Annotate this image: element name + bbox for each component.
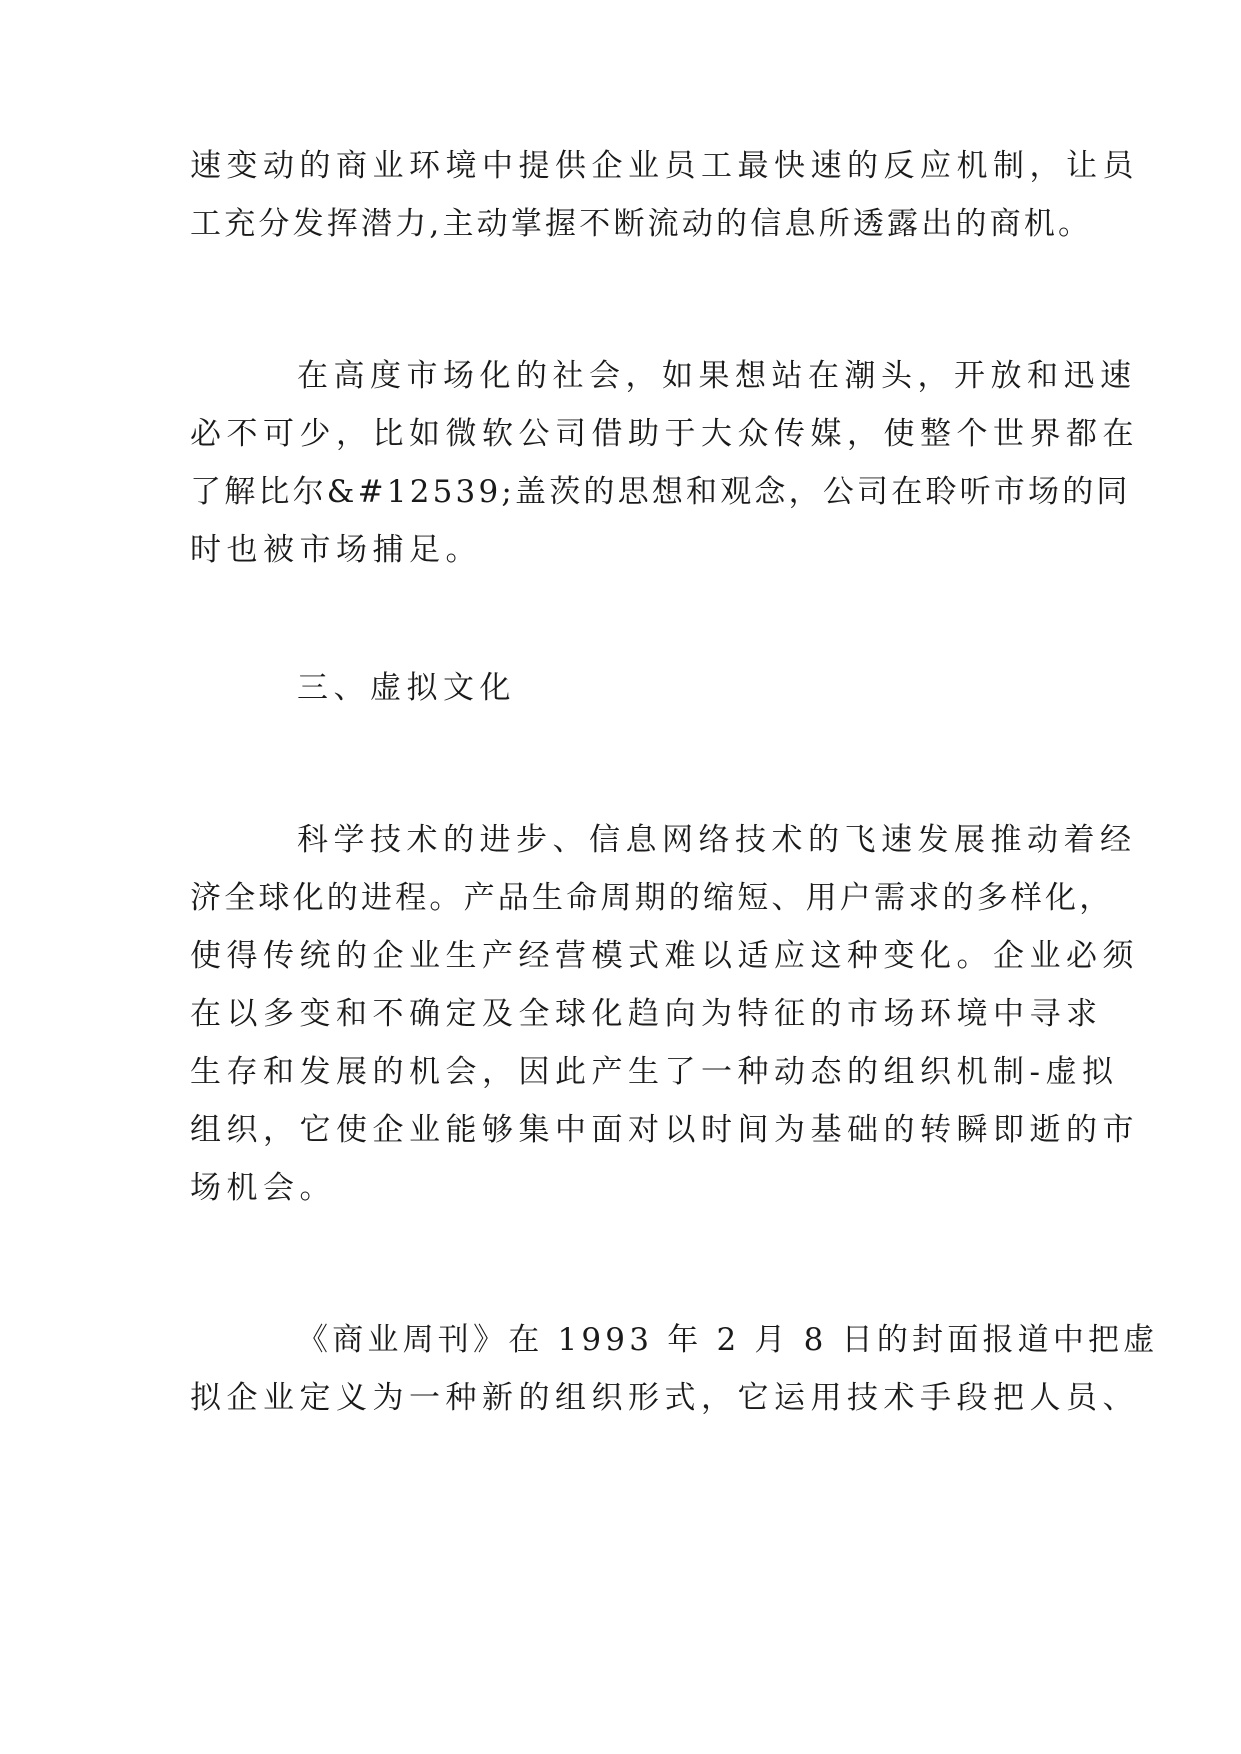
- text-line: 必不可少，比如微软公司借助于大众传媒，使整个世界都在: [190, 416, 1139, 452]
- text-line: 使得传统的企业生产经营模式难以适应这种变化。企业必须: [190, 938, 1139, 974]
- text-line: 场机会。: [190, 1170, 336, 1206]
- text-line: 在以多变和不确定及全球化趋向为特征的市场环境中寻求: [190, 996, 1103, 1032]
- text-line: 在高度市场化的社会，如果想站在潮头，开放和迅速: [297, 358, 1137, 394]
- text-line: 了解比尔&#12539;盖茨的思想和观念，公司在聆听市场的同: [190, 474, 1131, 510]
- text-line: 拟企业定义为一种新的组织形式，它运用技术手段把人员、: [190, 1380, 1139, 1416]
- text-line: 生存和发展的机会，因此产生了一种动态的组织机制-虚拟: [190, 1054, 1119, 1090]
- text-line: 济全球化的进程。产品生命周期的缩短、用户需求的多样化，: [190, 880, 1114, 916]
- text-line: 时也被市场捕足。: [190, 532, 482, 568]
- text-line: 科学技术的进步、信息网络技术的飞速发展推动着经: [297, 822, 1137, 858]
- text-line: 《商业周刊》在 1993 年 2 月 8 日的封面报道中把虚: [297, 1322, 1159, 1358]
- heading-text: 三、虚拟文化: [297, 670, 516, 706]
- text-line: 组织，它使企业能够集中面对以时间为基础的转瞬即逝的市: [190, 1112, 1139, 1148]
- text-line: 速变动的商业环境中提供企业员工最快速的反应机制，让员: [190, 148, 1139, 184]
- text-line: 工充分发挥潜力,主动掌握不断流动的信息所透露出的商机。: [190, 206, 1093, 242]
